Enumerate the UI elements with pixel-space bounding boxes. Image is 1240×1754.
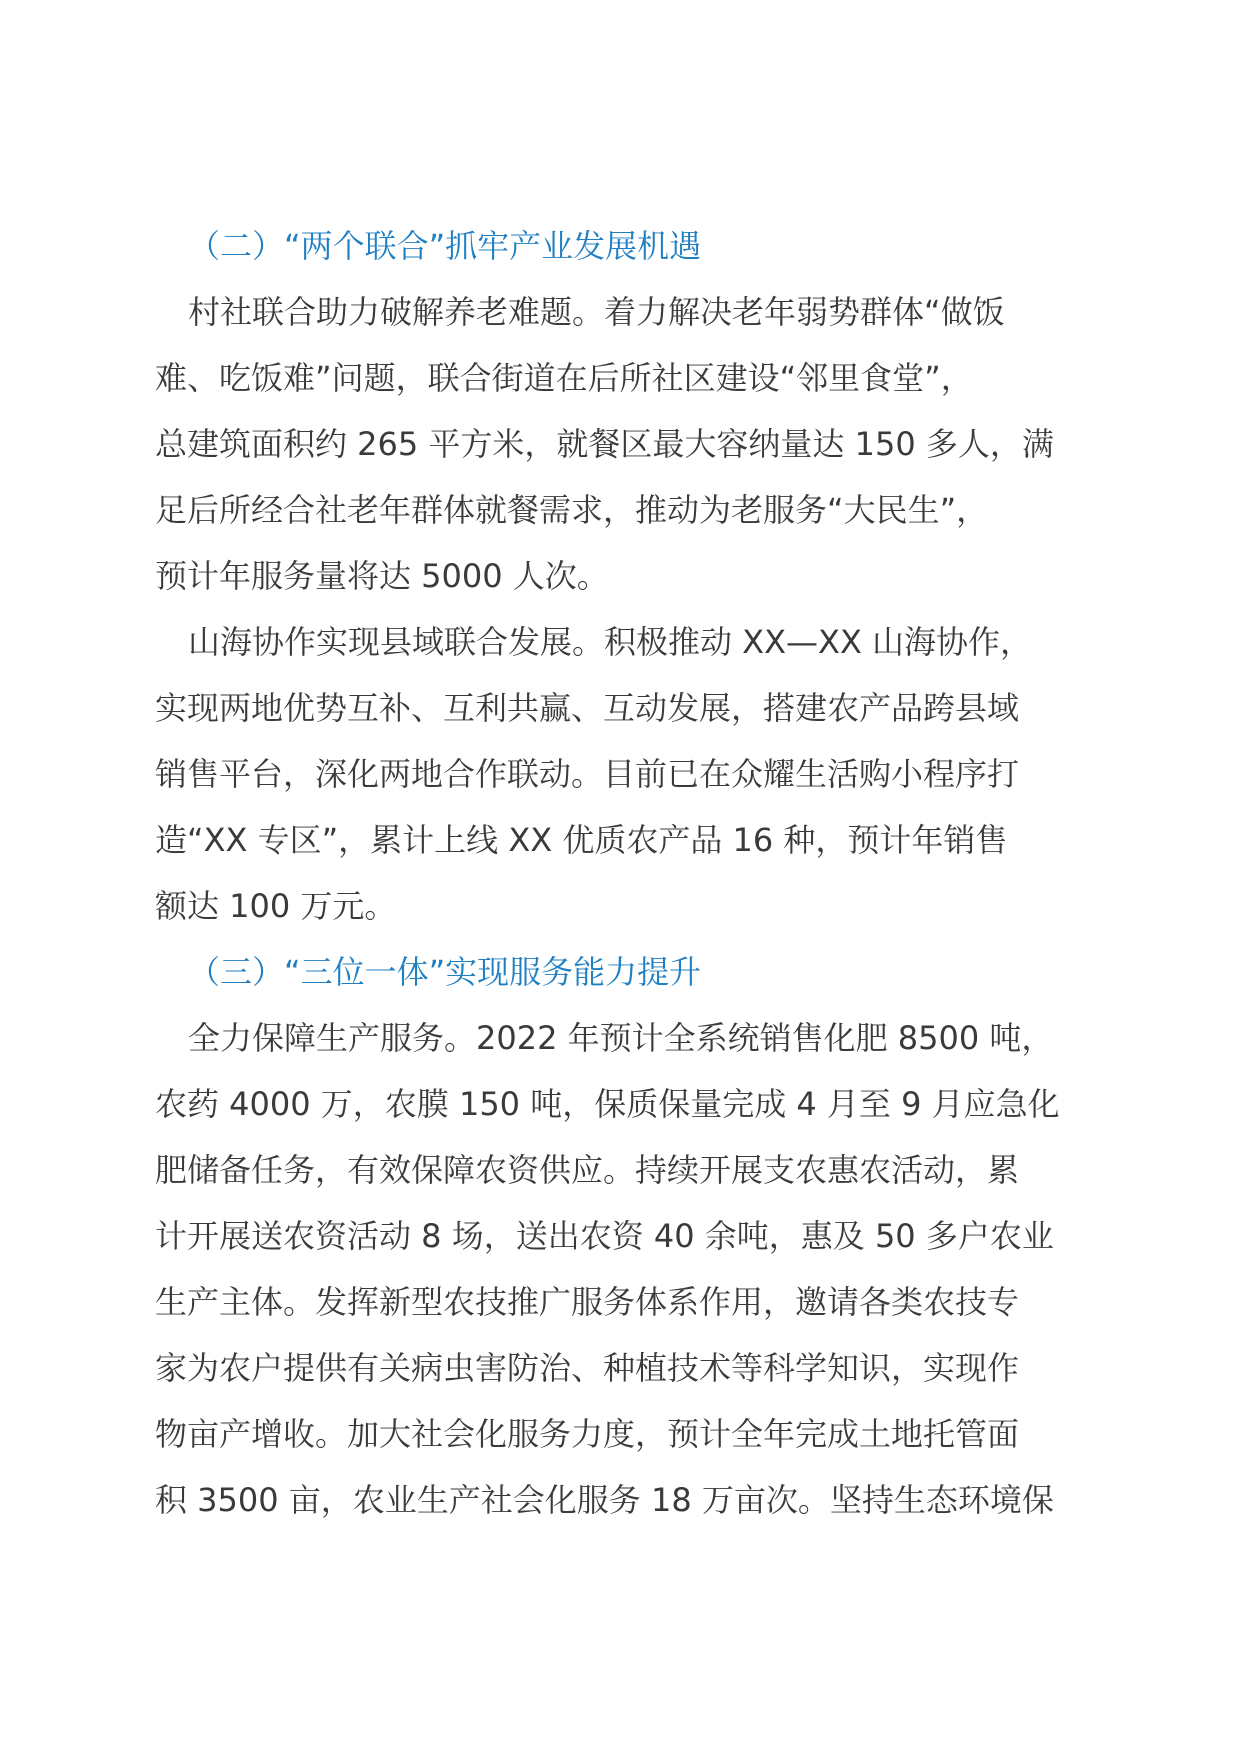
paragraph-line: 全力保障生产服务。2022 年预计全系统销售化肥 8500 吨， — [188, 1019, 1054, 1057]
paragraph-line: 预计年服务量将达 5000 人次。 — [155, 557, 609, 595]
paragraph-line: 物亩产增收。加大社会化服务力度，预计全年完成土地托管面 — [155, 1415, 1020, 1453]
paragraph-line: 山海协作实现县域联合发展。积极推动 XX—XX 山海协作， — [188, 623, 1033, 661]
paragraph-line: 足后所经合社老年群体就餐需求，推动为老服务“大民生”， — [155, 491, 989, 529]
paragraph-line: 家为农户提供有关病虫害防治、种植技术等科学知识，实现作 — [155, 1349, 1020, 1387]
section-heading-two: （二）“两个联合”抓牢产业发展机遇 — [188, 227, 702, 265]
paragraph-line: 肥储备任务，有效保障农资供应。持续开展支农惠农活动，累 — [155, 1151, 1020, 1189]
paragraph-line: 难、吃饭难”问题，联合街道在后所社区建设“邻里食堂”， — [155, 359, 973, 397]
paragraph-line: 生产主体。发挥新型农技推广服务体系作用，邀请各类农技专 — [155, 1283, 1020, 1321]
section-heading-three: （三）“三位一体”实现服务能力提升 — [188, 953, 702, 991]
paragraph-line: 积 3500 亩，农业生产社会化服务 18 万亩次。坚持生态环境保 — [155, 1481, 1054, 1519]
paragraph-line: 额达 100 万元。 — [155, 887, 397, 925]
paragraph-line: 实现两地优势互补、互利共赢、互动发展，搭建农产品跨县域 — [155, 689, 1020, 727]
paragraph-line: 村社联合助力破解养老难题。着力解决老年弱势群体“做饭 — [188, 293, 1005, 331]
paragraph-line: 销售平台，深化两地合作联动。目前已在众耀生活购小程序打 — [155, 755, 1020, 793]
paragraph-line: 总建筑面积约 265 平方米，就餐区最大容纳量达 150 多人，满 — [155, 425, 1054, 463]
paragraph-line: 农药 4000 万，农膜 150 吨，保质保量完成 4 月至 9 月应急化 — [155, 1085, 1060, 1123]
paragraph-line: 计开展送农资活动 8 场，送出农资 40 余吨，惠及 50 多户农业 — [155, 1217, 1054, 1255]
paragraph-line: 造“XX 专区”，累计上线 XX 优质农产品 16 种，预计年销售 — [155, 821, 1008, 859]
